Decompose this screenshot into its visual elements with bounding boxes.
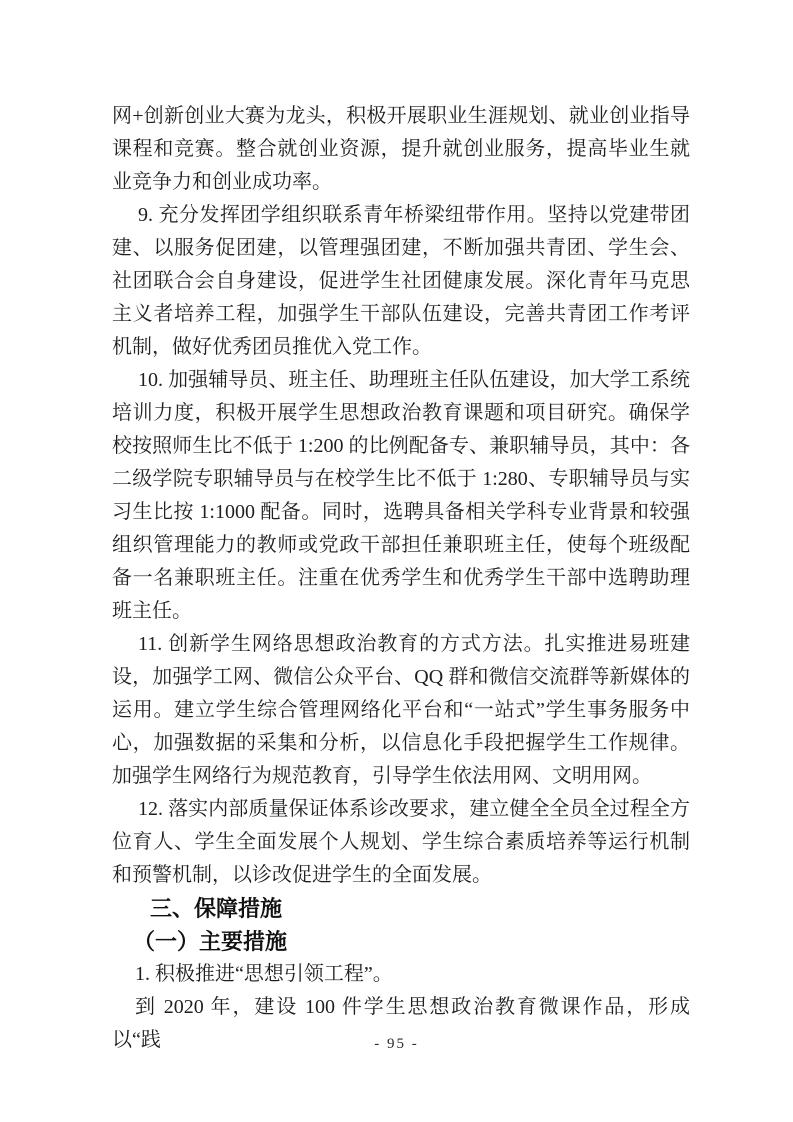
page-text-block bbox=[112, 100, 690, 1057]
paragraph-item-12: 12. 落实内部质量保证体系诊改要求，建立健全全员全过程全方位育人、学生全面发展个人规划、学生综合素质培养等运行机制和预警机制，以诊改促进学生的全面发展。 bbox=[112, 798, 690, 886]
section-heading-safeguard-measures: 三、保障措施 bbox=[150, 896, 283, 921]
page-number: - 95 - bbox=[374, 1036, 419, 1052]
paragraph-item-10: 10. 加强辅导员、班主任、助理班主任队伍建设，加大学工系统培训力度，积极开展学生思想政治教育课题和项目研究。确保学校按照师生比不低于 1:200 的比例配备专、兼职辅导员，其中：各二级学院专职辅导员与在校学生比不低于 1:280、专职辅导员与实习生比按 1:1000 配备。同时，选聘具备相关学科专业背景和较强组织管理能力的教师或党政干部担任兼职班主任，使每个班级配备一名兼职班主任。注重在优秀学生和优秀学生干部中选聘助理班主任。 bbox=[112, 369, 690, 622]
paragraph-2020-goal: 到 2020 年，建设 100 件学生思想政治教育微课作品，形成以“践 bbox=[112, 996, 690, 1051]
subsection-heading-main-measures: （一）主要措施 bbox=[133, 929, 288, 954]
paragraph-item-11: 11. 创新学生网络思想政治教育的方式方法。扎实推进易班建设，加强学工网、微信公众平台、QQ 群和微信交流群等新媒体的运用。建立学生综合管理网络化平台和“一站式”学生事务服务中心，加强数据的采集和分析，以信息化手段把握学生工作规律。加强学生网络行为规范教育，引导学生依法用网、文明用网。 bbox=[112, 633, 690, 787]
paragraph-item-9: 9. 充分发挥团学组织联系青年桥梁纽带作用。坚持以党建带团建、以服务促团建，以管理强团建，不断加强共青团、学生会、社团联合会自身建设，促进学生社团健康发展。深化青年马克思主义者培养工程，加强学生干部队伍建设，完善共青团工作考评机制，做好优秀团员推优入党工作。 bbox=[112, 204, 690, 358]
paragraph-measure-1: 1. 积极推进“思想引领工程”。 bbox=[135, 963, 393, 985]
page-footer bbox=[0, 1036, 793, 1053]
paragraph-continuation: 网+创新创业大赛为龙头，积极开展职业生涯规划、就业创业指导课程和竞赛。整合就创业资源，提升就创业服务，提高毕业生就业竞争力和创业成功率。 bbox=[112, 105, 690, 193]
